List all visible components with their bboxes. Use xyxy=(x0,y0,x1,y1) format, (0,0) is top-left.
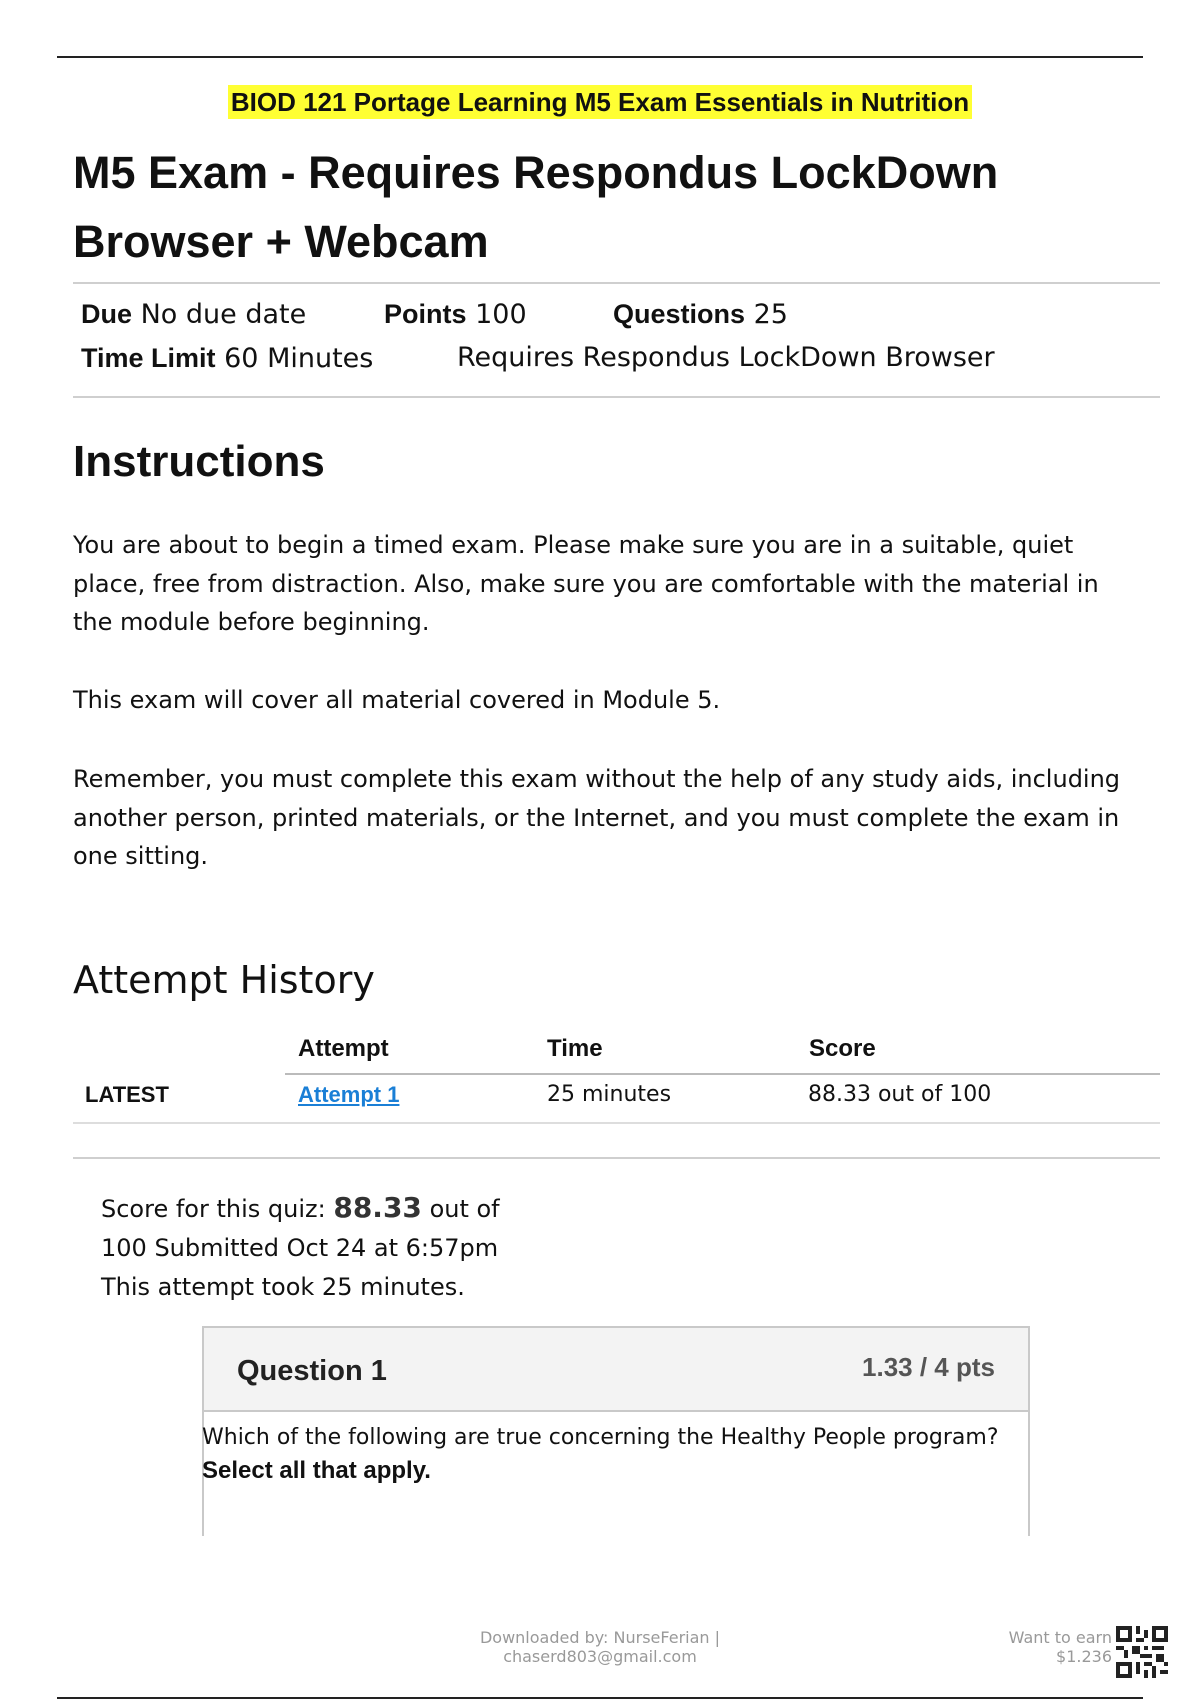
points-label: Points xyxy=(384,299,467,329)
divider xyxy=(73,1157,1160,1159)
time-limit-label: Time Limit xyxy=(81,343,216,373)
instructions-heading: Instructions xyxy=(73,437,325,486)
downloader-email: chaserd803@gmail.com xyxy=(503,1647,697,1666)
points-meta xyxy=(384,296,527,333)
divider xyxy=(73,396,1160,398)
latest-tag: LATEST xyxy=(85,1082,169,1107)
column-header-attempt: Attempt xyxy=(298,1035,389,1062)
table-row-divider xyxy=(73,1122,1160,1124)
question-header xyxy=(204,1328,1028,1412)
question-instruction: Select all that apply. xyxy=(202,1457,431,1484)
qr-code-icon[interactable] xyxy=(1116,1626,1168,1678)
table-header-divider xyxy=(285,1073,1160,1075)
attempt-history-heading: Attempt History xyxy=(73,958,375,1002)
top-rule xyxy=(57,56,1143,58)
questions-label: Questions xyxy=(613,299,746,329)
score-line-2: 100 Submitted Oct 24 at 6:57pm xyxy=(101,1234,499,1262)
instructions-paragraph-1: You are about to begin a timed exam. Please make sure you are in a suitable, quiet place, free from distraction. Also, make sure you are comfortable with the material in the module before beginning. xyxy=(73,531,1099,636)
points-value: 100 xyxy=(475,299,527,330)
attempt-1-link[interactable]: Attempt 1 xyxy=(298,1082,400,1107)
bottom-rule xyxy=(57,1697,1143,1699)
earn-line-2: $1.236 xyxy=(1056,1647,1112,1666)
question-points: 1.33 / 4 pts xyxy=(862,1352,995,1382)
instructions-paragraph-2: This exam will cover all material covered in Module 5. xyxy=(73,686,721,714)
question-text: Which of the following are true concerning the Healthy People program? xyxy=(202,1425,999,1450)
lockdown-requirement: Requires Respondus LockDown Browser xyxy=(457,342,995,373)
score-out-of: out of xyxy=(429,1195,500,1223)
quiz-meta-row-2 xyxy=(81,340,1081,376)
time-limit-value: 60 Minutes xyxy=(224,343,374,374)
question-card xyxy=(202,1326,1030,1536)
attempt-score: 88.33 out of 100 xyxy=(808,1082,992,1107)
earn-line-1: Want to earn xyxy=(1008,1628,1112,1647)
quiz-meta-row-1 xyxy=(81,296,1081,332)
downloaded-by: Downloaded by: NurseFerian | xyxy=(479,1628,721,1647)
document-banner xyxy=(0,87,1200,118)
due-value: No due date xyxy=(140,299,307,330)
instructions-paragraph-3: Remember, you must complete this exam without the help of any study aids, including another person, printed materials, or the Internet, and you must complete the exam in one sitting. xyxy=(73,765,1121,870)
questions-value: 25 xyxy=(753,299,788,330)
due-meta xyxy=(81,296,306,333)
score-line-3: This attempt took 25 minutes. xyxy=(101,1273,465,1301)
due-label: Due xyxy=(81,299,133,329)
score-summary xyxy=(101,1188,561,1307)
column-header-time: Time xyxy=(547,1035,603,1062)
questions-meta xyxy=(613,296,788,333)
download-attribution xyxy=(400,1628,800,1666)
banner-text: BIOD 121 Portage Learning M5 Exam Essentials in Nutrition xyxy=(228,85,972,119)
attempt-time: 25 minutes xyxy=(547,1082,672,1107)
earn-promo[interactable] xyxy=(1009,1628,1112,1666)
column-header-score: Score xyxy=(809,1035,876,1062)
page-title: M5 Exam - Requires Respondus LockDown Browser + Webcam xyxy=(73,147,999,267)
score-value: 88.33 xyxy=(333,1191,422,1224)
question-title: Question 1 xyxy=(237,1355,387,1387)
score-prefix: Score for this quiz: xyxy=(101,1195,326,1223)
score-line-1 xyxy=(101,1188,561,1229)
time-limit-meta xyxy=(81,340,373,377)
divider xyxy=(73,282,1160,284)
